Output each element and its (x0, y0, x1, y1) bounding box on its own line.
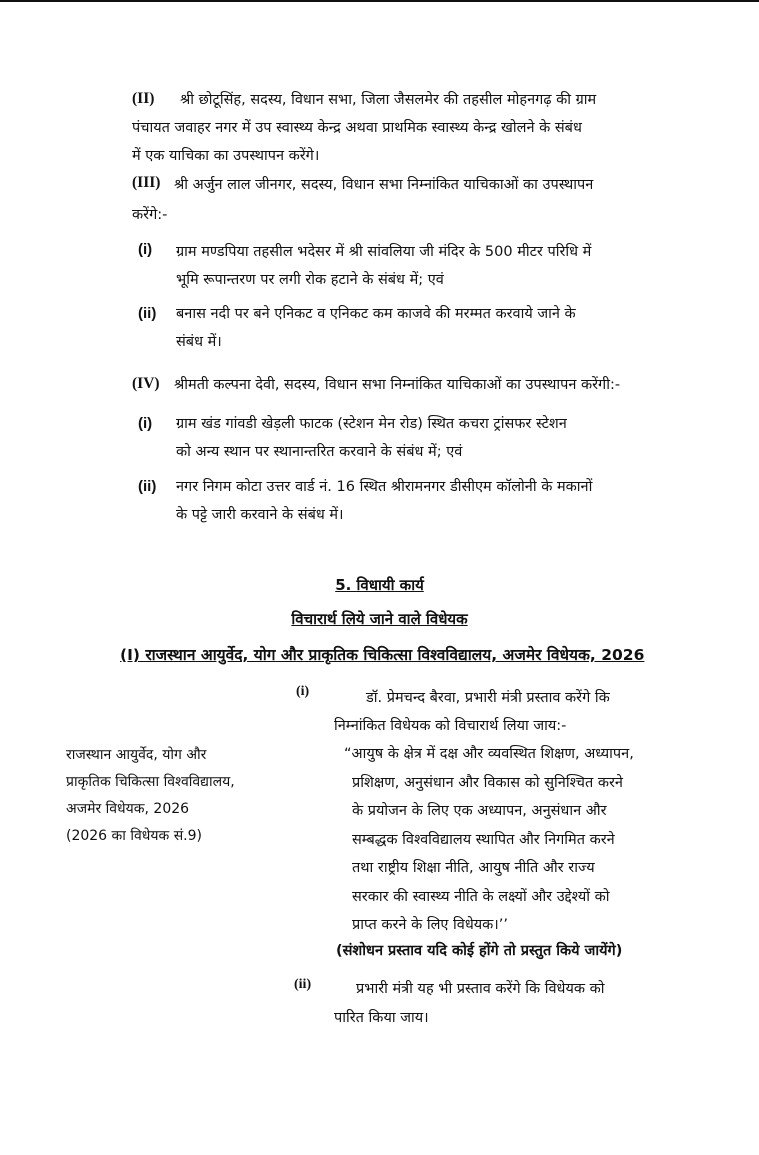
quote-line: प्रशिक्षण, अनुसंधान और विकास को सुनिश्चित करने (352, 774, 623, 791)
item-iii-sub-i-label: (i) (138, 241, 153, 258)
item-ii-line: में एक याचिका का उपस्थापन करेंगे। (132, 148, 320, 164)
quote-line: सरकार की स्वास्थ्य नीति के लक्ष्यों और उद्देश्यों को (352, 888, 610, 905)
item-iii-sub-ii-text (176, 300, 692, 356)
motion-i-line: निम्नांकित विधेयक को विचारार्थ लिया जाय:- (334, 718, 567, 734)
item-ii-text (132, 86, 692, 170)
item-iii-sub-i-line: ग्राम मण्डपिया तहसील भदेसर में श्री सांवलिया जी मंदिर के 500 मीटर परिधि में (176, 244, 592, 260)
quote-line: प्राप्त करने के लिए विधेयक।’’ (352, 917, 509, 933)
motion-i-label: (i) (296, 684, 310, 699)
item-iii-sub-ii-line: बनास नदी पर बने एनिकट व एनिकट कम काजवे की मरम्मत करवाये जाने के (176, 306, 576, 322)
item-iii-sub-ii-label: (ii) (138, 305, 157, 322)
item-iv-label: (IV) (132, 375, 160, 392)
quote-line: के प्रयोजन के लिए एक अध्यापन, अनुसंधान और (352, 803, 607, 819)
motion-ii-label: (ii) (294, 977, 312, 992)
margin-note-line: राजस्थान आयुर्वेद, योग और (66, 747, 207, 763)
item-iii-sub-ii-line: संबंध में। (176, 334, 222, 350)
item-iv-sub-ii-line: नगर निगम कोटा उत्तर वार्ड नं. 16 स्थित श्रीरामनगर डीसीएम कॉलोनी के मकानों (176, 479, 593, 495)
quote-line: “आयुष के क्षेत्र में दक्ष और व्यवस्थित शिक्षण, अध्यापन, (344, 746, 634, 762)
section-title: 5. विधायी कार्य (335, 576, 424, 594)
item-ii-label: (II) (132, 90, 155, 107)
item-iv-sub-i-line: को अन्य स्थान पर स्थानान्तरित करवाने के संबंध में; एवं (176, 444, 463, 460)
item-iv-sub-ii-line: के पट्टे जारी करवाने के संबंध में। (176, 507, 344, 523)
margin-note-line: (2026 का विधेयक सं.9) (66, 828, 202, 844)
bill-margin-note (66, 742, 296, 850)
item-iv-sub-ii-label: (ii) (138, 478, 157, 495)
item-iv-sub-i-label: (i) (138, 415, 153, 432)
item-iv-sub-ii-text (176, 473, 692, 529)
item-iii-line: करेंगे:- (132, 207, 168, 223)
margin-note-line: अजमेर विधेयक, 2026 (66, 801, 190, 817)
item-iv-sub-i-text (176, 410, 692, 466)
item-iii-label: (III) (132, 174, 161, 191)
section-subtitle: विचारार्थ लिये जाने वाले विधेयक (291, 610, 468, 628)
bill-objective-quote (344, 740, 694, 940)
item-iii-sub-i-line: भूमि रूपान्तरण पर लगी रोक हटाने के संबंध में; एवं (176, 272, 444, 288)
motion-i-line: डॉ. प्रेमचन्द बैरवा, प्रभारी मंत्री प्रस्ताव करेंगे कि (366, 690, 610, 706)
quote-line: तथा राष्ट्रीय शिक्षा नीति, आयुष नीति और राज्य (352, 860, 595, 876)
quote-line: सम्बद्धक विश्वविद्यालय स्थापित और निगमित करने (352, 831, 615, 848)
item-ii-line: श्री छोटूसिंह, सदस्य, विधान सभा, जिला जैसलमेर की तहसील मोहनगढ़ की ग्राम (180, 92, 597, 108)
item-iv-line: श्रीमती कल्पना देवी, सदस्य, विधान सभा निम्नांकित याचिकाओं का उपस्थापन करेंगी:- (174, 377, 621, 393)
motion-ii-line: पारित किया जाय। (334, 1010, 429, 1026)
bill-title: (I) राजस्थान आयुर्वेद, योग और प्राकृतिक चिकित्सा विश्वविद्यालय, अजमेर विधेयक, 2026 (120, 646, 645, 664)
motion-ii-text (334, 975, 670, 1033)
item-iii-line: श्री अर्जुन लाल जीनगर, सदस्य, विधान सभा निम्नांकित याचिकाओं का उपस्थापन (174, 177, 594, 193)
motion-ii-line: प्रभारी मंत्री यह भी प्रस्ताव करेंगे कि विधेयक को (356, 981, 605, 997)
item-ii-line: पंचायत जवाहर नगर में उप स्वास्थ्य केन्द्र अथवा प्राथमिक स्वास्थ्य केन्द्र खोलने के संबंध (132, 120, 582, 136)
top-rule (0, 0, 759, 2)
item-iv-text (174, 371, 694, 399)
item-iii-sub-i-text (176, 238, 692, 294)
item-iv-sub-i-line: ग्राम खंड गांवडी खेड़ली फाटक (स्टेशन मेन रोड) स्थित कचरा ट्रांसफर स्टेशन (176, 416, 567, 432)
margin-note-line: प्राकृतिक चिकित्सा विश्वविद्यालय, (66, 774, 235, 790)
item-iii-text (132, 170, 692, 230)
motion-i-text (334, 684, 702, 740)
amendment-note: (संशोधन प्रस्ताव यदि कोई होंगे तो प्रस्तुत किये जायेंगे) (336, 943, 623, 959)
